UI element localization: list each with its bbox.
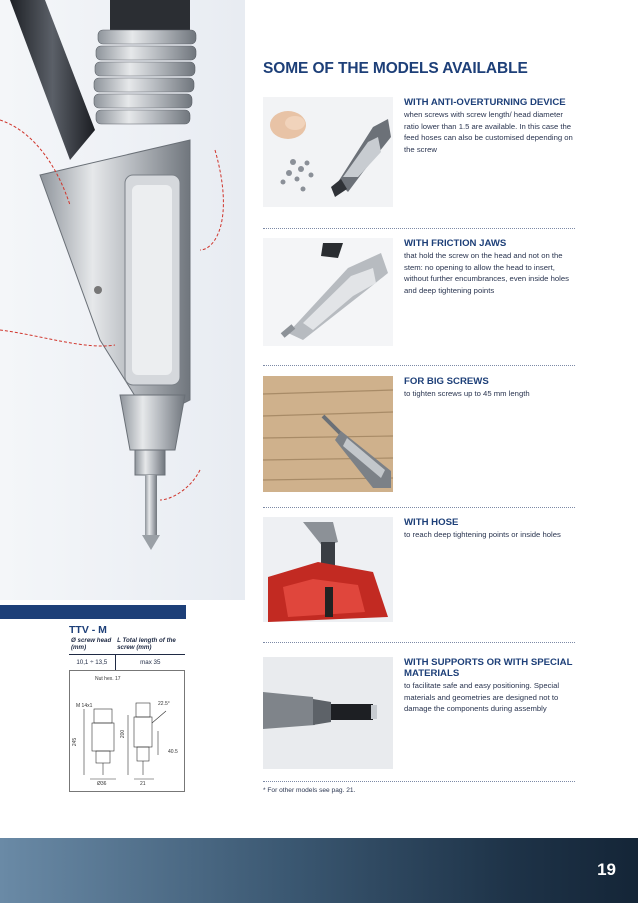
model-heading: FOR BIG SCREWS [404, 376, 489, 387]
footer-band [0, 838, 638, 903]
drawing-thread-label: M 14x1 [76, 703, 93, 709]
model-hose [263, 517, 575, 632]
model-friction-jaws [263, 238, 575, 353]
drawing-angle-label: 22.5° [158, 701, 170, 707]
separator-line [263, 507, 575, 508]
model-description: when screws with screw length/ head diameter ratio lower than 1.5 are available. In this case the feed hoses can also be customised depending on the screw [404, 110, 573, 154]
supports-photo [263, 657, 393, 769]
separator-line [263, 365, 575, 366]
separator-line [263, 781, 575, 782]
model-big-screws [263, 376, 575, 496]
hero-tool-image [0, 0, 245, 600]
friction-jaws-photo [263, 238, 393, 346]
spec-col1-value: 10,1 ÷ 13,5 [69, 655, 115, 671]
model-description: to tighten screws up to 45 mm length [404, 389, 530, 398]
drawing-inner-height-label: 200 [120, 729, 127, 739]
model-supports [263, 657, 575, 777]
model-anti-overturning [263, 97, 575, 222]
footnote: * For other models see pag. 21. [263, 787, 356, 794]
technical-drawing [69, 670, 185, 792]
model-description: that hold the screw on the head and not on the stem: no opening to allow the head to insert, without further encumbrances, even inside holes and deep tightening points [404, 251, 569, 295]
page-title: SOME OF THE MODELS AVAILABLE [263, 60, 528, 77]
model-description: to facilitate safe and easy positioning. Special materials and geometries are designed not to damage the components during assembly [404, 681, 560, 713]
spec-col2-value: max 35 [115, 655, 185, 671]
separator-line [263, 642, 575, 643]
drawing-side-label: 40.5 [168, 749, 178, 755]
model-heading: WITH HOSE [404, 517, 459, 528]
model-description: to reach deep tightening points or inside holes [404, 530, 561, 539]
spec-table [69, 636, 185, 671]
model-heading: WITH ANTI-OVERTURNING DEVICE [404, 97, 566, 108]
spec-col1-header: Ø screw head (mm) [71, 637, 112, 651]
drawing-nut-label: Nut hex. 17 [95, 676, 121, 682]
model-heading: WITH SUPPORTS OR WITH SPECIAL MATERIALS [404, 657, 573, 679]
drawing-height-label: 245 [72, 737, 79, 747]
spec-col2-header: L Total length of the screw (mm) [117, 637, 176, 651]
anti-overturning-photo [263, 97, 393, 207]
section-bar [0, 605, 186, 619]
page-number: 19 [597, 860, 616, 879]
drawing-diameter-label: Ø36 [97, 781, 107, 787]
hose-photo [263, 517, 393, 622]
spec-model-title: TTV - M [69, 624, 107, 636]
model-heading: WITH FRICTION JAWS [404, 238, 507, 249]
big-screws-photo [263, 376, 393, 492]
separator-line [263, 228, 575, 229]
drawing-offset-label: 21 [140, 781, 146, 787]
